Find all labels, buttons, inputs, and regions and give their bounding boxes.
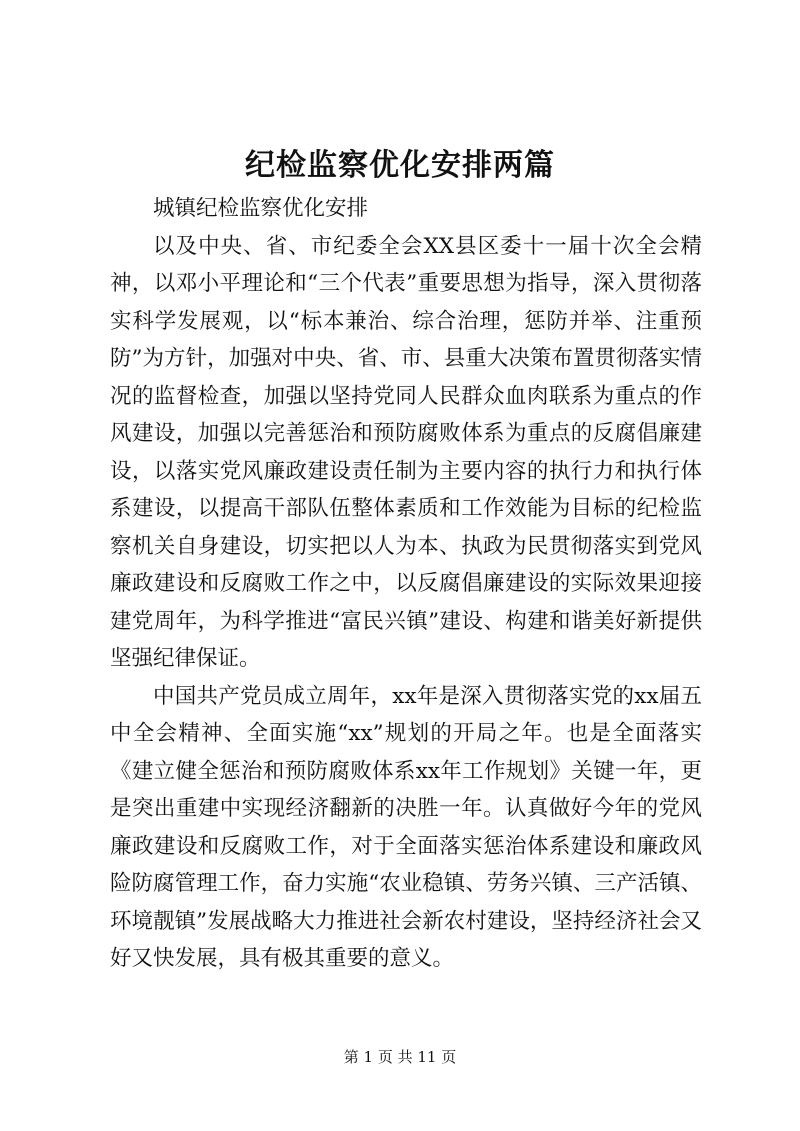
paragraph-1: 以及中央、省、市纪委全会XX县区委十一届十次全会精神，以邓小平理论和“三个代表”重要思想为指导，深入贯彻落实科学发展观，以“标本兼治、综合治理，惩防并举、注重预防”为方针，加强对中央、省、市、县重大决策布置贯彻落实情况的监督检查，加强以坚持党同人民群众血肉联系为重点的作风建设，加强以完善惩治和预防腐败体系为重点的反腐倡廉建设，以落实党风廉政建设责任制为主要内容的执行力和执行体系建设，以提高干部队伍整体素质和工作效能为目标的纪检监察机关自身建设，切实把以人为本、执政为民贯彻落实到党风廉政建设和反腐败工作之中，以反腐倡廉建设的实际效果迎接建党周年，为科学推进“富民兴镇”建设、构建和谐美好新提供坚强纪律保证。 (110, 233, 702, 671)
document-body (110, 190, 702, 978)
document-subtitle: 城镇纪检监察优化安排 (153, 196, 369, 221)
document-title: 纪检监察优化安排两篇 (245, 148, 555, 183)
page-number-footer: 第 1 页 共 11 页 (343, 1048, 457, 1066)
paragraph-2: 中国共产党员成立周年，xx年是深入贯彻落实党的xx届五中全会精神、全面实施“xx”规划的开局之年。也是全面落实《建立健全惩治和预防腐败体系xx年工作规划》关键一年，更是突出重建中实现经济翻新的决胜一年。认真做好今年的党风廉政建设和反腐败工作，对于全面落实惩治体系建设和廉政风险防腐管理工作，奋力实施“农业稳镇、劳务兴镇、三产活镇、环境靓镇”发展战略大力推进社会新农村建设，坚持经济社会又好又快发展，具有极其重要的意义。 (110, 683, 702, 971)
